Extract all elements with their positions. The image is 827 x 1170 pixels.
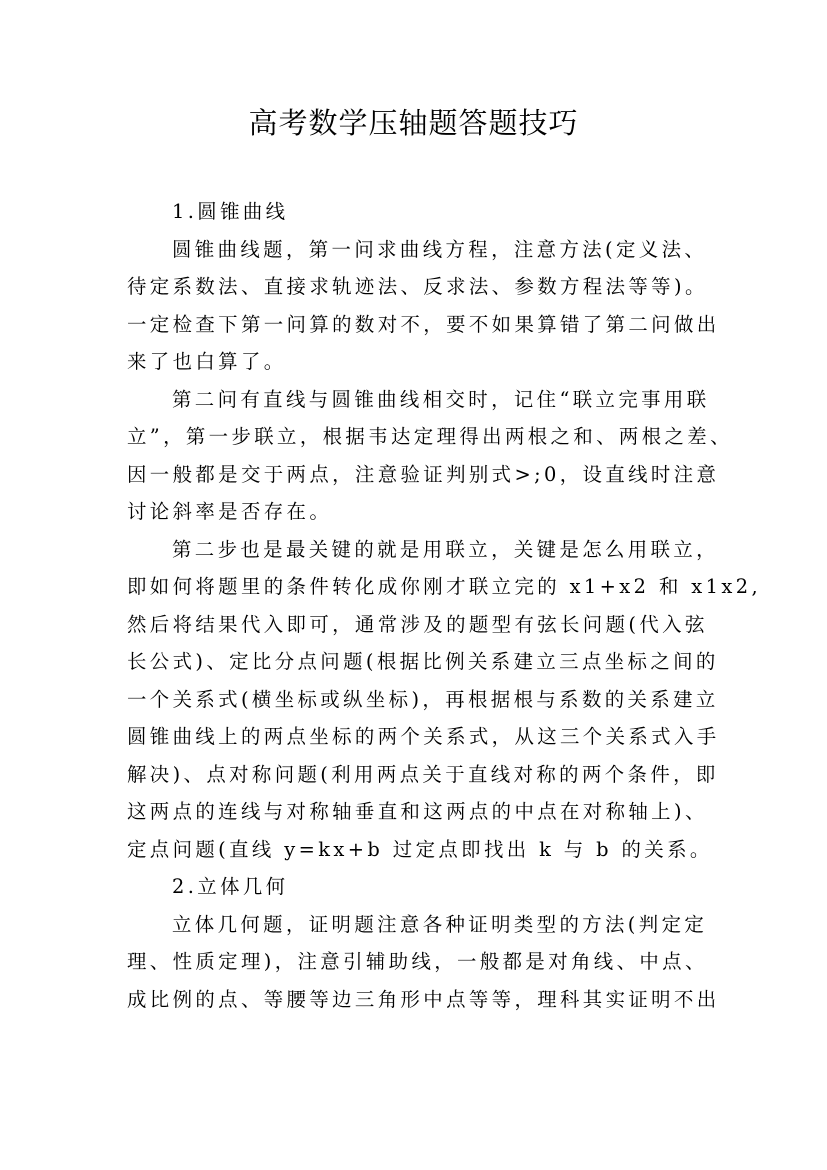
text-line: 定点问题(直线 y=kx+b 过定点即找出 k 与 b 的关系。 (127, 837, 713, 861)
text-line: 立”，第一步联立，根据韦达定理得出两根之和、两根之差、 (127, 425, 733, 448)
text-line: 一定检查下第一问算的数对不，要不如果算错了第二问做出 (127, 312, 720, 336)
text-line: 讨论斜率是否存在。 (127, 500, 333, 523)
text-line: 一个关系式(横坐标或纵坐标)，再根据根与系数的关系建立 (127, 687, 719, 711)
text-line: 2.立体几何 (172, 875, 289, 898)
text-line: 立体几何题，证明题注意各种证明类型的方法(判定定 (172, 912, 708, 936)
text-line: 第二问有直线与圆锥曲线相交时，记住“联立完事用联 (172, 387, 710, 411)
text-line: 成比例的点、等腰等边三角形中点等等，理科其实证明不出 (127, 987, 720, 1011)
text-line: 圆锥曲线上的两点坐标的两个关系式，从这三个关系式入手 (127, 725, 720, 748)
text-line: 第二步也是最关键的就是用联立，关键是怎么用联立， (172, 537, 719, 561)
text-line: 待定系数法、直接求轨迹法、反求法、参数方程法等等)。 (127, 275, 708, 298)
text-line: 来了也白算了。 (127, 350, 287, 373)
text-line: 理、性质定理)，注意引辅助线，一般都是对角线、中点、 (127, 950, 708, 973)
text-line: 1.圆锥曲线 (172, 200, 289, 223)
page-title: 高考数学压轴题答题技巧 (248, 106, 579, 140)
document-body (127, 193, 762, 1018)
text-line: 这两点的连线与对称轴垂直和这两点的中点在对称轴上)、 (127, 800, 708, 823)
text-line: 即如何将题里的条件转化成你刚才联立完的 x1+x2 和 x1x2, (127, 575, 762, 598)
text-line: 解决)、点对称问题(利用两点关于直线对称的两个条件，即 (127, 762, 719, 786)
text-line: 长公式)、定比分点问题(根据比例关系建立三点坐标之间的 (127, 650, 719, 673)
text-line: 圆锥曲线题，第一问求曲线方程，注意方法(定义法、 (172, 237, 708, 261)
text-line: 然后将结果代入即可，通常涉及的题型有弦长问题(代入弦 (127, 612, 708, 636)
text-line: 因一般都是交于两点，注意验证判别式>;0，设直线时注意 (127, 462, 720, 486)
